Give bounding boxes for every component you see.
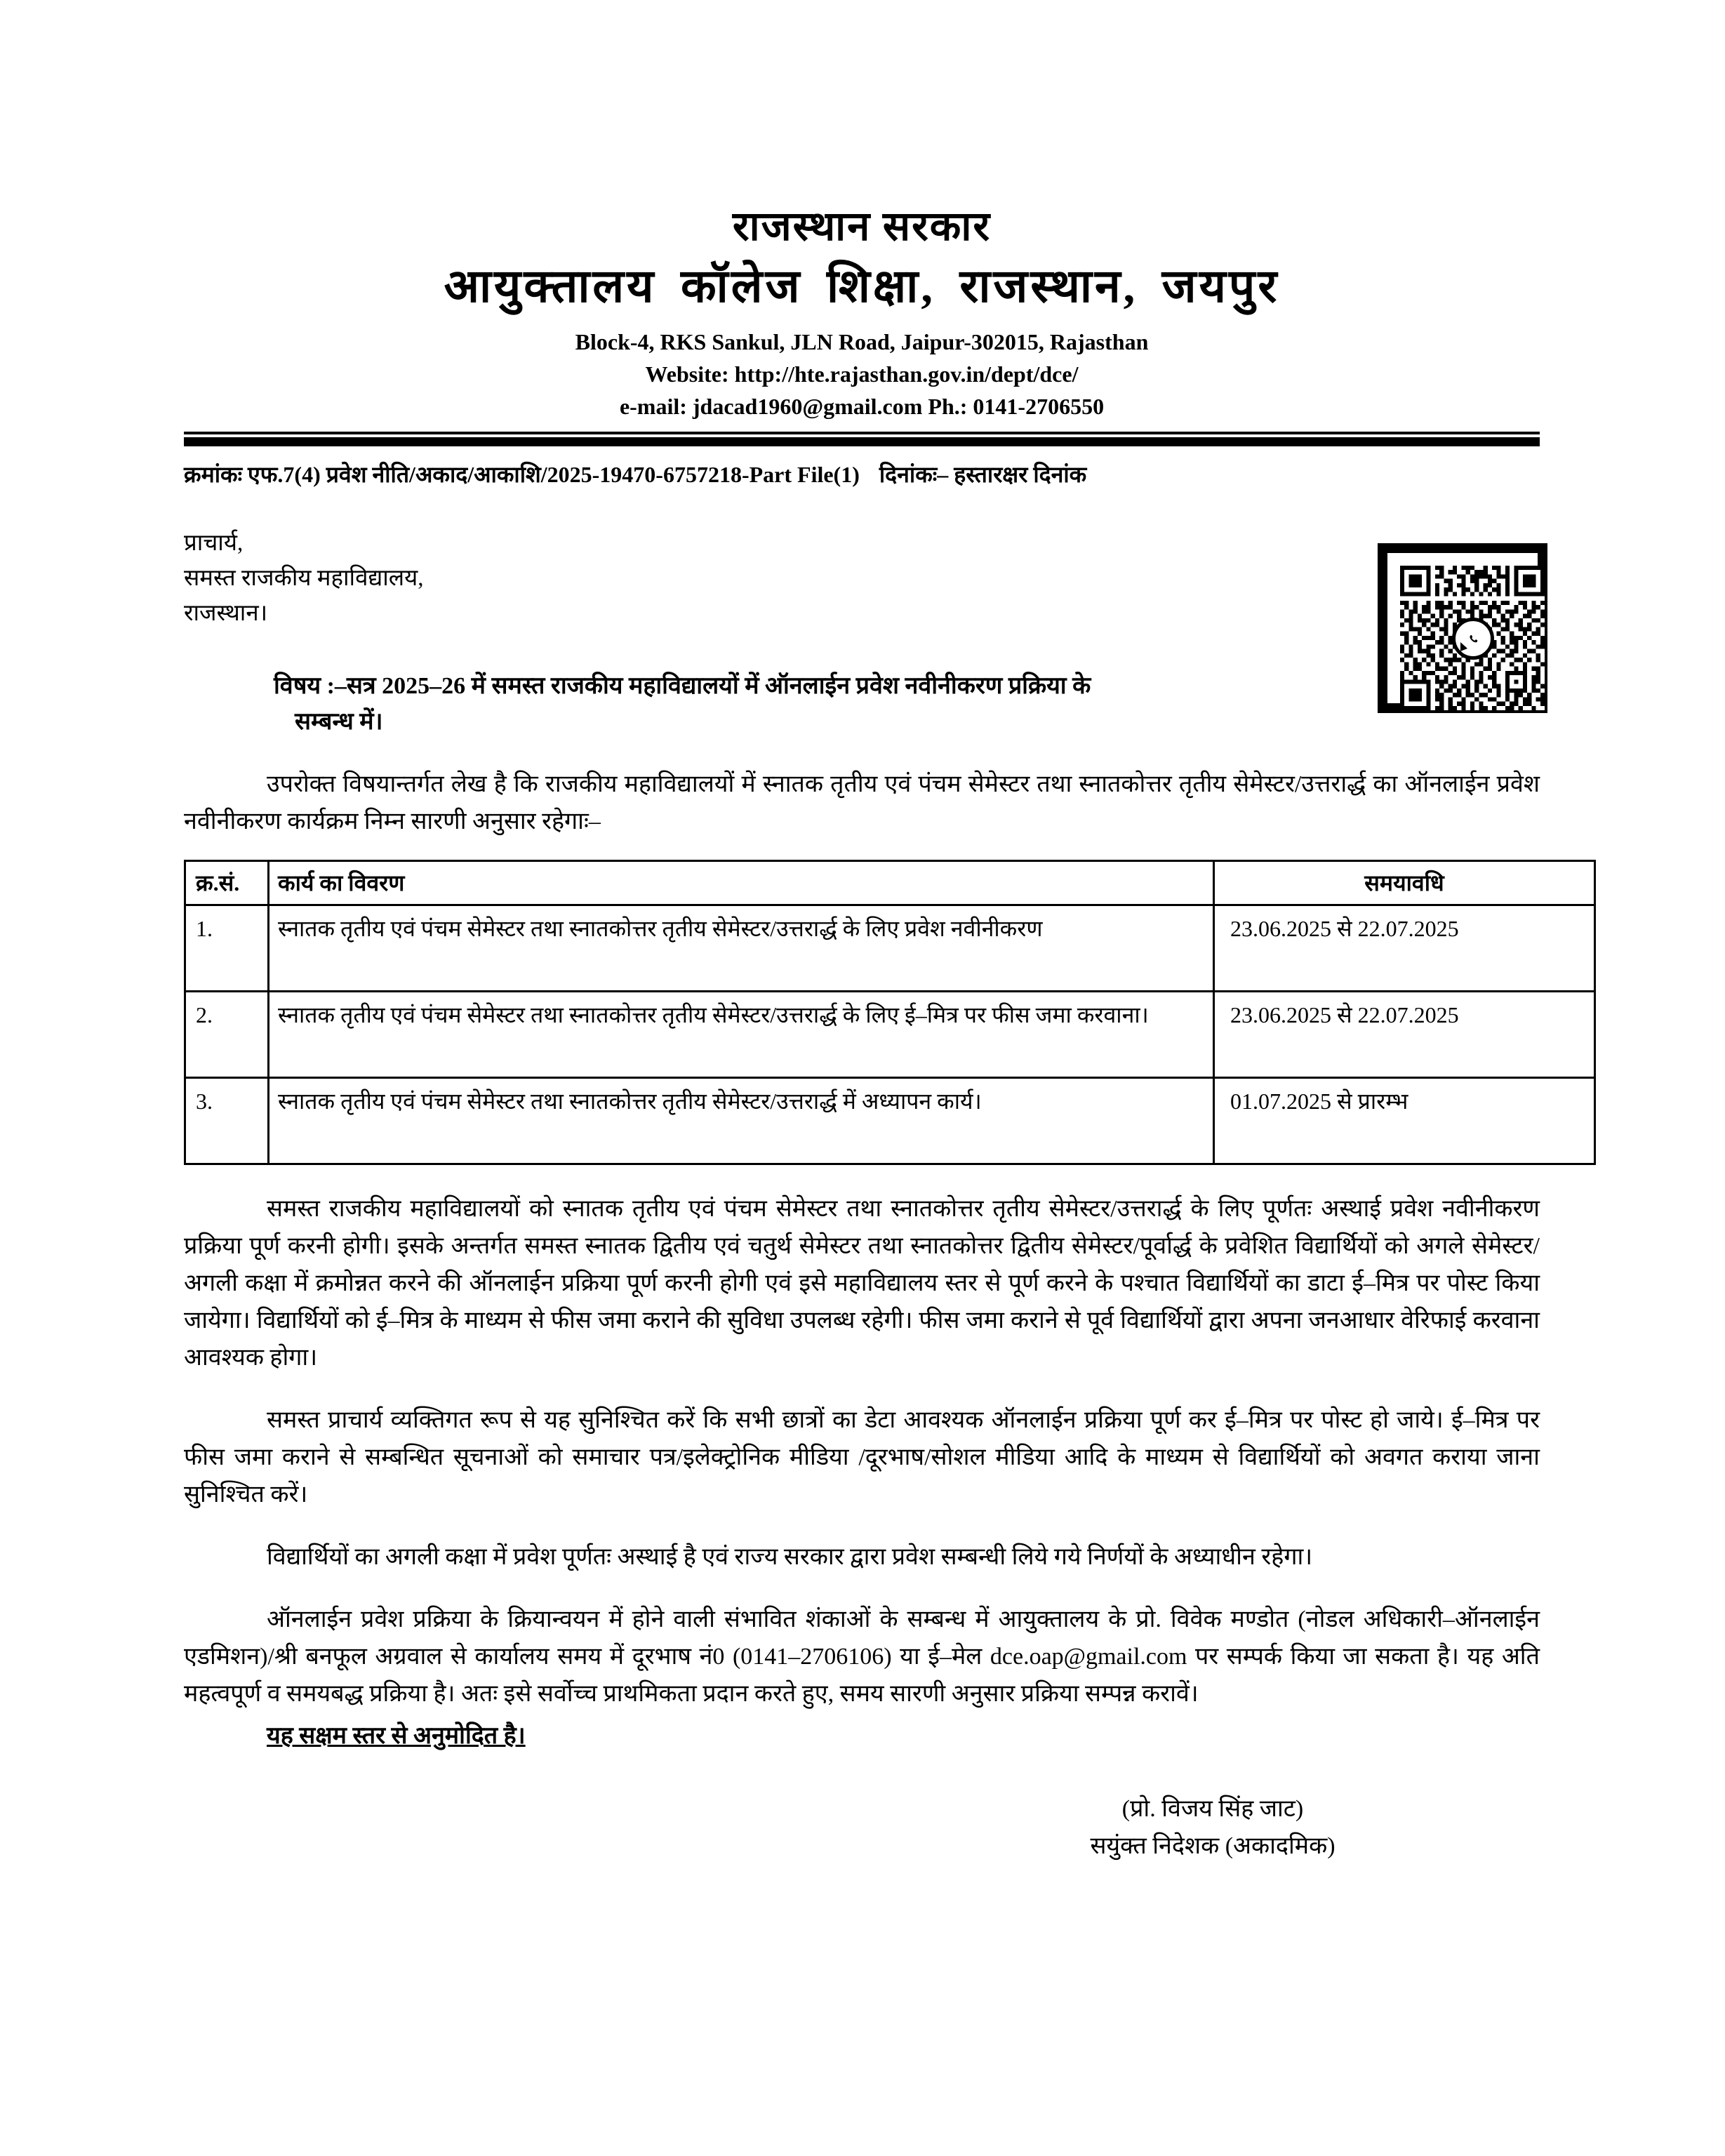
- office-email-phone: e-mail: jdacad1960@gmail.com Ph.: 0141-2706550: [619, 393, 1105, 419]
- phone-handset-icon: [1466, 630, 1481, 647]
- cell-serial: 3.: [185, 1077, 269, 1164]
- schedule-table-head: [185, 860, 1595, 905]
- body-paragraph-4-text: ऑनलाईन प्रवेश प्रक्रिया के क्रियान्वयन में होने वाली संभावित शंकाओं के सम्बन्ध में आयुक्तालय के प्रो. विवेक मण्डोत (नोडल अधिकारी–ऑनलाईन एडमिशन)/श्री बनफूल अग्रवाल से कार्यालय समय में दूरभाष नं0 (0141–2706106) या ई–मेल dce.oap@gmail.com पर सम्पर्क किया जा सकता है। यह अति महत्वपूर्ण व समयबद्ध प्रक्रिया है। अतः इसे सर्वोच्च प्राथमिकता प्रदान करते हुए, समय सारणी अनुसार प्रक्रिया सम्पन्न करावें।: [184, 1606, 1540, 1708]
- cell-serial: 2.: [185, 991, 269, 1077]
- body-paragraph-3-text: विद्यार्थियों का अगली कक्षा में प्रवेश पूर्णतः अस्थाई है एवं राज्य सरकार द्वारा प्रवेश सम्बन्धी लिये गये निर्णयों के अध्याधीन रहेगा।: [267, 1544, 1313, 1571]
- subject-line-1: विषय :–सत्र 2025–26 में समस्त राजकीय महाविद्यालयों में ऑनलाईन प्रवेश नवीनीकरण प्रक्रिया के: [274, 672, 1091, 699]
- approval-note: यह सक्षम स्तर से अनुमोदित है।: [267, 1723, 526, 1750]
- column-header-period: समयावधि: [1214, 860, 1595, 905]
- cell-period: 23.06.2025 से 22.07.2025: [1214, 905, 1595, 991]
- divider-thin-rule: [184, 432, 1540, 434]
- approval-note-wrap: [184, 1714, 1540, 1750]
- table-row: [185, 905, 1595, 991]
- body-paragraph-3: [184, 1538, 1540, 1576]
- table-row: [185, 991, 1595, 1077]
- addressee-line-3: राजस्थान।: [184, 601, 268, 627]
- body-paragraph-1-text: समस्त राजकीय महाविद्यालयों को स्नातक तृतीय एवं पंचम सेमेस्टर तथा स्नातकोत्तर तृतीय सेमेस्टर/उत्तरार्द्ध के लिए पूर्णतः अस्थाई प्रवेश नवीनीकरण प्रक्रिया पूर्ण करनी होगी। इसके अन्तर्गत समस्त स्नातक द्वितीय एवं चतुर्थ सेमेस्टर तथा स्नातकोत्तर द्वितीय सेमेस्टर/पूर्वार्द्ध के प्रवेशित विद्यार्थियों को अगले सेमेस्टर/अगली कक्षा में क्रमोन्नत करने की ऑनलाईन प्रक्रिया पूर्ण करनी होगी एवं इसे महाविद्यालय स्तर से पूर्ण करने के पश्चात विद्यार्थियों का डाटा ई–मित्र पर पोस्ट किया जायेगा। विद्यार्थियों को ई–मित्र के माध्यम से फीस जमा कराने की सुविधा उपलब्ध रहेगी। फीस जमा कराने से पूर्व विद्यार्थियों द्वारा अपना जनआधार वेरिफाई करवाना आवश्यक होगा।: [184, 1195, 1540, 1371]
- addressee-block: [184, 526, 1540, 631]
- office-title: आयुक्तालय कॉलेज शिक्षा, राजस्थान, जयपुर: [444, 260, 1280, 312]
- addressee-line-2: समस्त राजकीय महाविद्यालय,: [184, 566, 424, 592]
- letterhead: [184, 204, 1540, 422]
- intro-paragraph: [184, 766, 1540, 840]
- addressee-line-1: प्राचार्य,: [184, 531, 244, 557]
- intro-paragraph-text: उपरोक्त विषयान्तर्गत लेख है कि राजकीय महाविद्यालयों में स्नातक तृतीय एवं पंचम सेमेस्टर तथा स्नातकोत्तर तृतीय सेमेस्टर/उत्तरार्द्ध का ऑनलाईन प्रवेश नवीनीकरण कार्यक्रम निम्न सारणी अनुसार रहेगाः–: [184, 771, 1540, 834]
- divider-thick-rule: [184, 437, 1540, 446]
- table-row: [185, 1077, 1595, 1164]
- column-header-serial: क्र.सं.: [185, 860, 269, 905]
- cell-description: स्नातक तृतीय एवं पंचम सेमेस्टर तथा स्नातकोत्तर तृतीय सेमेस्टर/उत्तरार्द्ध के लिए ई–मित्र पर फीस जमा करवाना।: [269, 991, 1214, 1077]
- office-address: Block-4, RKS Sankul, JLN Road, Jaipur-302015, Rajasthan: [575, 328, 1149, 354]
- office-website: Website: http://hte.rajasthan.gov.in/dept/dce/: [645, 361, 1079, 387]
- document-content: [184, 0, 1540, 1865]
- schedule-table: [184, 860, 1596, 1165]
- header-divider: [184, 432, 1540, 446]
- body-paragraph-4: [184, 1601, 1540, 1712]
- schedule-table-body: [185, 905, 1595, 1164]
- table-header-row: [185, 860, 1595, 905]
- reference-number: क्रमांकः एफ.7(4) प्रवेश नीति/अकाद/आकाशि/2025-19470-6757218-Part File(1): [184, 462, 860, 488]
- signature-block: [184, 1791, 1540, 1865]
- whatsapp-logo-icon: [1452, 618, 1494, 660]
- cell-period: 23.06.2025 से 22.07.2025: [1214, 991, 1595, 1077]
- government-title: राजस्थान सरकार: [732, 204, 992, 249]
- subject-block: [274, 668, 1453, 740]
- column-header-description: कार्य का विवरण: [269, 860, 1214, 905]
- signatory-designation: सयुंक्त निदेशक (अकादमिक): [1090, 1832, 1336, 1859]
- office-contact-block: [184, 326, 1540, 422]
- cell-description: स्नातक तृतीय एवं पंचम सेमेस्टर तथा स्नातकोत्तर तृतीय सेमेस्टर/उत्तरार्द्ध के लिए प्रवेश नवीनीकरण: [269, 905, 1214, 991]
- qr-quiet-zone: [1387, 553, 1538, 703]
- body-paragraph-1: [184, 1190, 1540, 1376]
- signatory-name: (प्रो. विजय सिंह जाट): [1121, 1796, 1304, 1823]
- whatsapp-qr-code[interactable]: [1378, 543, 1547, 713]
- cell-period: 01.07.2025 से प्रारम्भ: [1214, 1077, 1595, 1164]
- body-paragraph-2: [184, 1402, 1540, 1513]
- reference-line: [184, 459, 1540, 489]
- reference-date-label: दिनांकः– हस्तारक्षर दिनांक: [879, 462, 1087, 488]
- cell-serial: 1.: [185, 905, 269, 991]
- body-paragraph-2-text: समस्त प्राचार्य व्यक्तिगत रूप से यह सुनिश्चित करें कि सभी छात्रों का डेटा आवश्यक ऑनलाईन प्रक्रिया पूर्ण कर ई–मित्र पर पोस्ट हो जाये। ई–मित्र पर फीस जमा कराने से सम्बन्धित सूचनाओं को समाचार पत्र/इलेक्ट्रोनिक मीडिया /दूरभाष/सोशल मीडिया आदि के माध्यम से विद्यार्थियों को अवगत कराया जाना सुनिश्चित करें।: [184, 1407, 1540, 1508]
- cell-description: स्नातक तृतीय एवं पंचम सेमेस्टर तथा स्नातकोत्तर तृतीय सेमेस्टर/उत्तरार्द्ध में अध्यापन कार्य।: [269, 1077, 1214, 1164]
- subject-line-2: सम्बन्ध में।: [295, 709, 383, 736]
